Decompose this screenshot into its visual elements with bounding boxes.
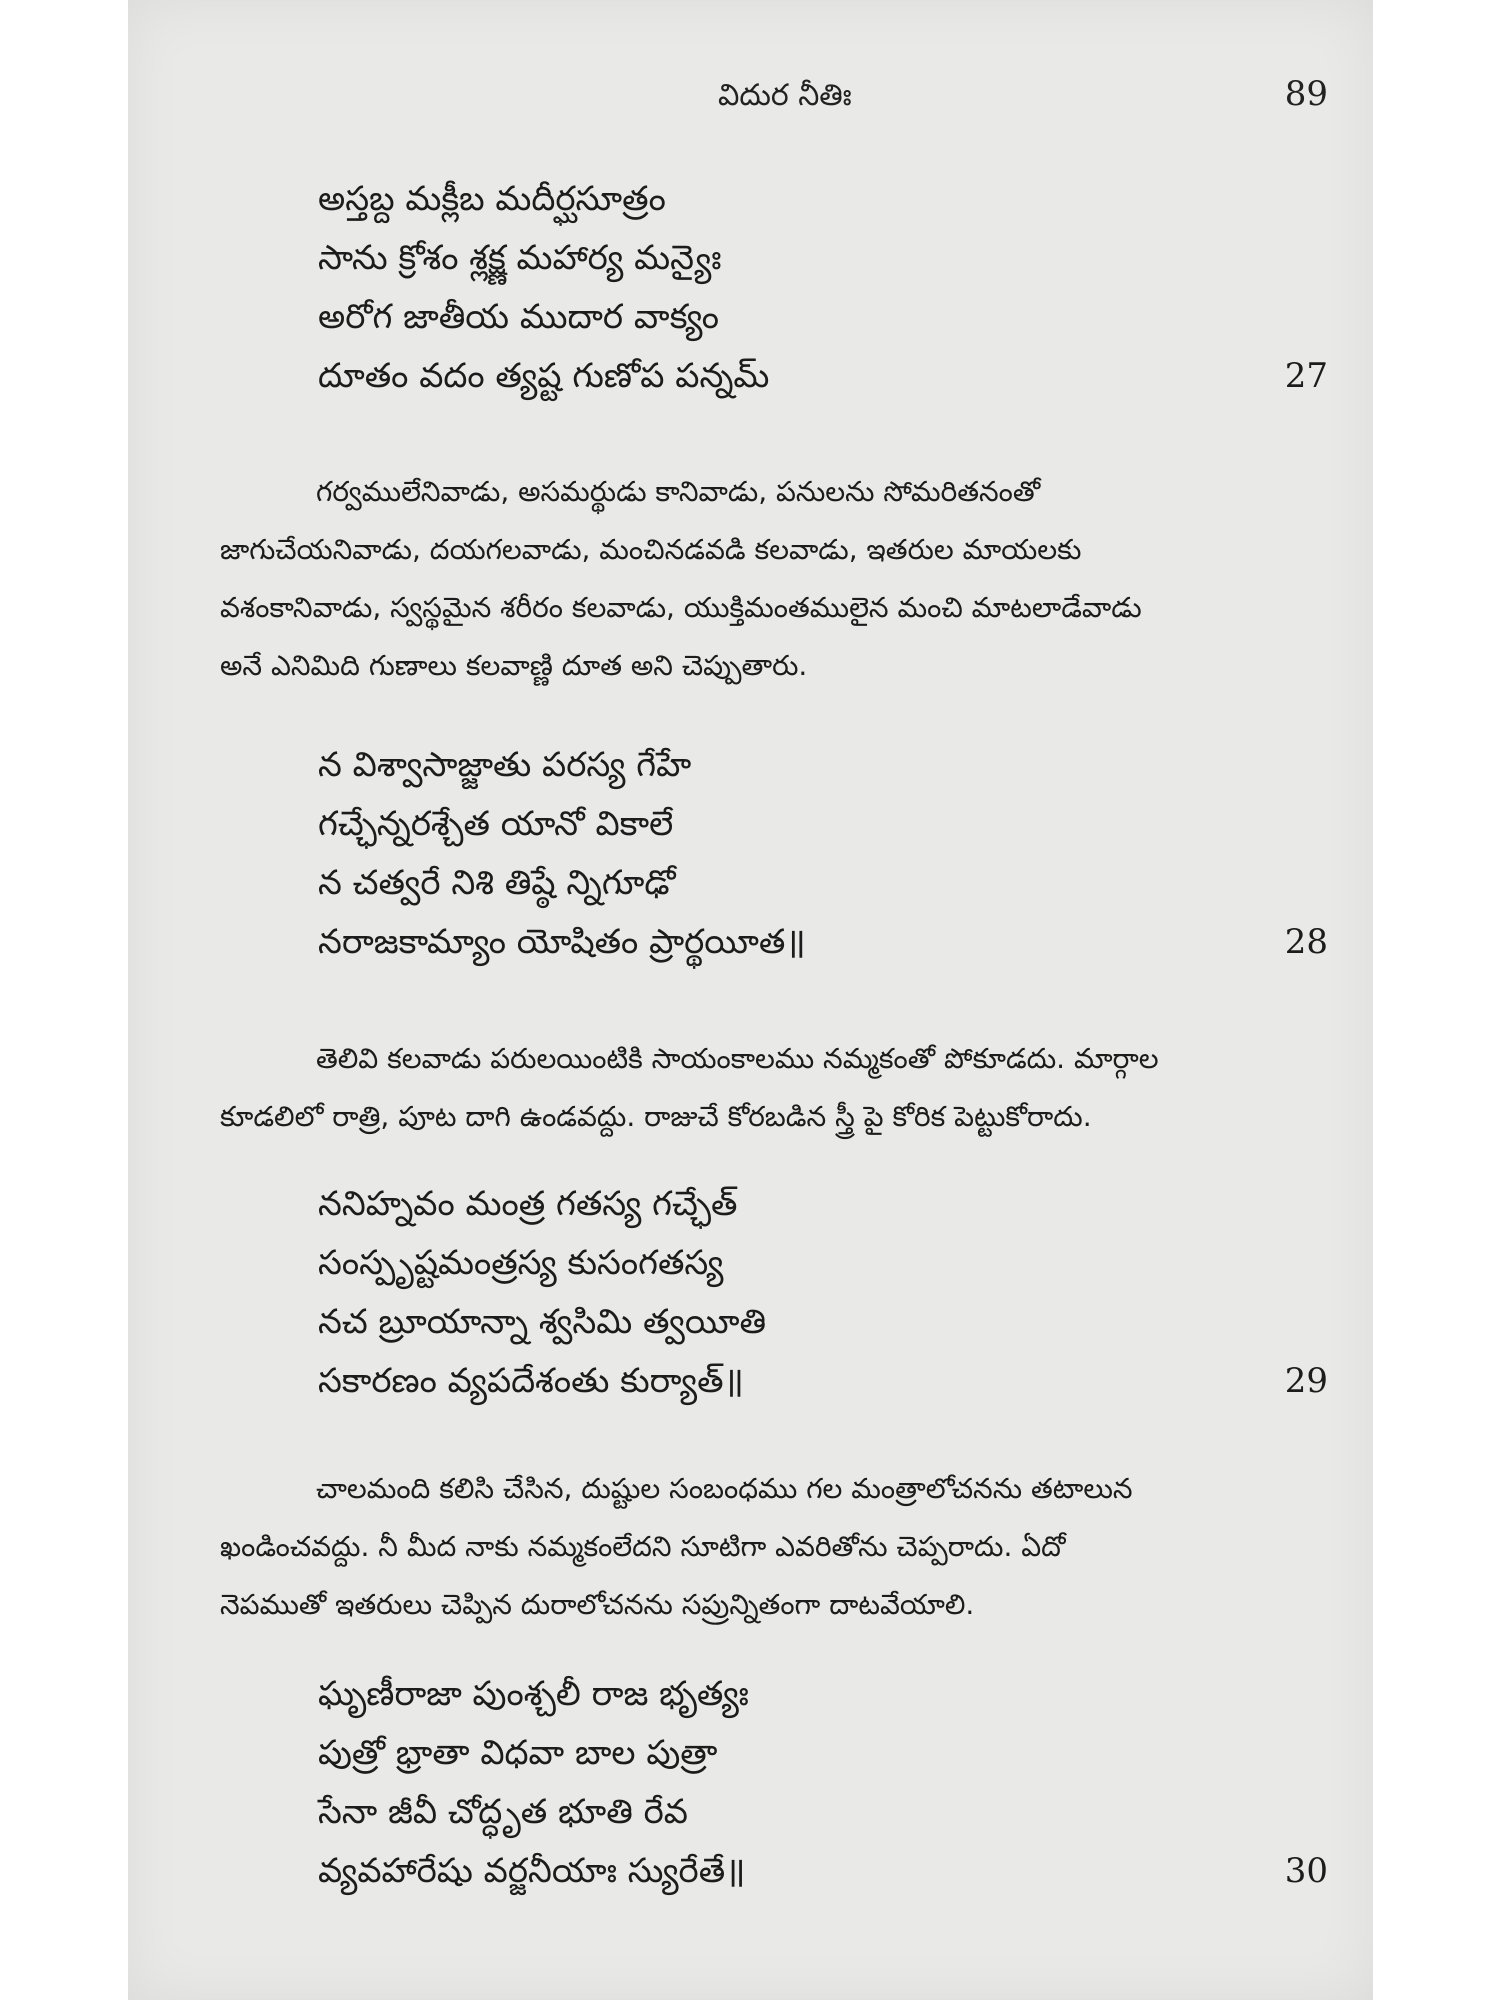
- verse-number: 29: [1284, 1361, 1328, 1401]
- para-line: గర్వములేనివాడు, అసమర్థుడు కానివాడు, పనులను సోమరితనంతో: [316, 475, 1041, 508]
- verse-line: అరోగ జాతీయ ముదార వాక్యం: [318, 297, 719, 337]
- verse-number: 27: [1284, 356, 1328, 396]
- verse-line: న చత్వరే నిశి తిష్ఠే న్నిగూఢో: [318, 863, 676, 903]
- verse-30: [318, 1665, 1328, 1901]
- page-number: 89: [1284, 74, 1328, 114]
- verse-line: సకారణం వ్యపదేశంతు కుర్యాత్॥: [318, 1361, 744, 1401]
- para-line: అనే ఎనిమిది గుణాలు కలవాణ్ణి దూత అని చెప్పుతారు.: [220, 649, 808, 682]
- verse-line: గచ్ఛేన్నరశ్చేత యానో వికాలే: [318, 804, 674, 844]
- para-line: చాలమంది కలిసి చేసిన, దుష్టుల సంబంధము గల మంత్రాలోచనను తటాలున: [316, 1472, 1133, 1505]
- verse-line: ఘృణీరాజా పుంశ్చలీ రాజ భృత్యః: [318, 1674, 749, 1714]
- para-line: వశంకానివాడు, స్వస్థమైన శరీరం కలవాడు, యుక్తిమంతములైన మంచి మాటలాడేవాడు: [220, 591, 1142, 624]
- running-header: విదుర నీతిః: [718, 78, 852, 113]
- verse-line: వ్యవహారేషు వర్జనీయాః స్యురేతే॥: [318, 1851, 746, 1891]
- verse-28: [318, 736, 1328, 972]
- para-line: ఖండించవద్దు. నీ మీద నాకు నమ్మకంలేదని సూటిగా ఎవరితోను చెప్పరాదు. ఏదో: [220, 1530, 1066, 1563]
- verse-27: [318, 170, 1328, 406]
- verse-line: నచ బ్రూయాన్నా శ్వసిమి త్వయీతి: [318, 1302, 767, 1342]
- verse-line: అస్తబ్ద మక్లీబ మదీర్ఘసూత్రం: [318, 179, 666, 219]
- verse-line: సంస్పృష్టమంత్రస్య కుసంగతస్య: [318, 1243, 724, 1283]
- book-page: [128, 0, 1373, 2000]
- verse-line: సాను క్రోశం శ్లక్ష్ణ మహార్య మన్యైః: [318, 238, 722, 278]
- verse-line: దూతం వదం త్యష్ట గుణోప పన్నమ్: [318, 356, 770, 396]
- commentary-paragraph: [220, 1030, 1330, 1146]
- para-line: నెపముతో ఇతరులు చెప్పిన దురాలోచనను సప్రున్నితంగా దాటవేయాలి.: [220, 1588, 975, 1621]
- verse-line: సేనా జీవీ చోద్ధృత భూతి రేవ: [318, 1792, 688, 1832]
- para-line: కూడలిలో రాత్రి, పూట దాగి ఉండవద్దు. రాజుచే కోరబడిన స్త్రీ పై కోరిక పెట్టుకోరాదు.: [220, 1100, 1092, 1133]
- verse-line: న విశ్వాసాజ్జాతు పరస్య గేహే: [318, 745, 692, 785]
- commentary-paragraph: [220, 463, 1330, 695]
- para-line: జాగుచేయనివాడు, దయగలవాడు, మంచినడవడి కలవాడు, ఇతరుల మాయలకు: [220, 533, 1082, 566]
- verse-line: నరాజకామ్యాం యోషితం ప్రార్థయీత॥: [318, 922, 806, 962]
- commentary-paragraph: [220, 1460, 1330, 1634]
- verse-number: 30: [1284, 1851, 1328, 1891]
- verse-line: పుత్రో భ్రాతా విధవా బాల పుత్రా: [318, 1733, 718, 1773]
- para-line: తెలివి కలవాడు పరులయింటికి సాయంకాలము నమ్మకంతో పోకూడదు. మార్గాల: [316, 1042, 1159, 1075]
- verse-line: ననిహ్నవం మంత్ర గతస్య గచ్ఛేత్: [318, 1184, 738, 1224]
- verse-29: [318, 1175, 1328, 1411]
- verse-number: 28: [1284, 922, 1328, 962]
